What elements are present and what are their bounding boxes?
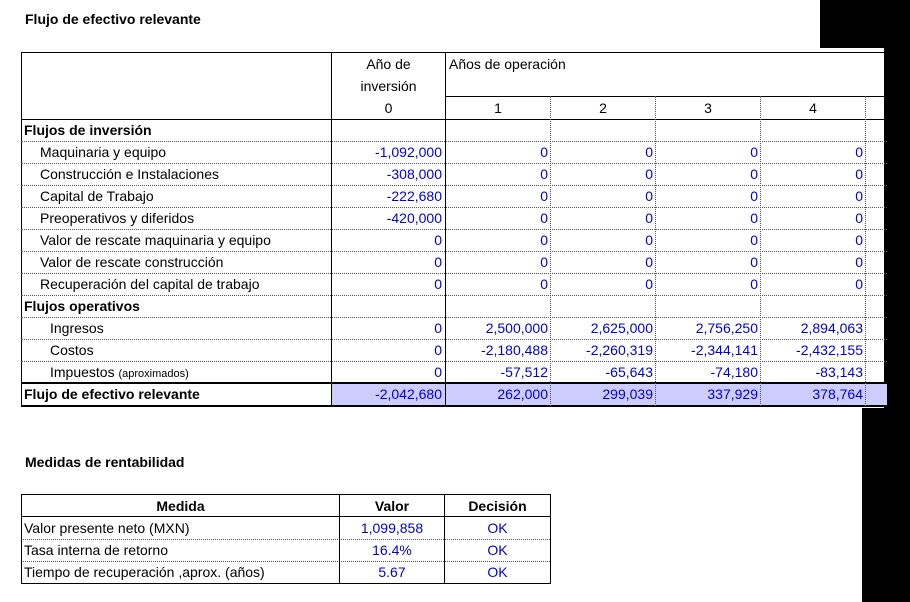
cell-value: 2,894,063 <box>800 320 863 336</box>
cell-value: 0 <box>434 254 442 270</box>
cell-value: -308,000 <box>386 166 442 182</box>
cell-value: 0 <box>750 144 758 160</box>
row-label: Costos <box>50 342 94 358</box>
header-year-2: 2 <box>599 100 607 116</box>
cell-value: 0 <box>540 276 548 292</box>
measures-header-value: Valor <box>374 498 410 514</box>
cell-value: -2,344,141 <box>691 342 758 358</box>
cell-value: 0 <box>645 188 653 204</box>
cell-value: 0 <box>750 166 758 182</box>
header-year-3: 3 <box>704 100 712 116</box>
header-investment-year-line1: Año de <box>366 56 411 72</box>
cell-value: 0 <box>645 276 653 292</box>
row-label: Construcción e Instalaciones <box>40 166 219 182</box>
cell-value: 0 <box>434 276 442 292</box>
measure-label: Tiempo de recuperación ,aprox. (años) <box>24 564 265 580</box>
page-title: Flujo de efectivo relevante <box>25 11 201 27</box>
cell-value: 0 <box>434 320 442 336</box>
cell-value: 0 <box>750 210 758 226</box>
header-year-1: 1 <box>494 100 502 116</box>
cell-value: 0 <box>855 254 863 270</box>
cell-value: 0 <box>645 144 653 160</box>
cell-value: 2,625,000 <box>590 320 653 336</box>
torn-edge-shadow-bottom <box>862 408 910 602</box>
measure-label: Tasa interna de retorno <box>24 542 168 558</box>
cell-value: 0 <box>855 166 863 182</box>
section-investment-flows: Flujos de inversión <box>24 122 152 138</box>
measures-header-measure: Medida <box>156 498 205 514</box>
row-label: Impuestos <box>50 364 115 380</box>
torn-edge-shadow-top <box>820 0 910 48</box>
cell-value: 0 <box>540 210 548 226</box>
cell-value: 0 <box>645 254 653 270</box>
header-operation-years: Años de operación <box>449 56 566 72</box>
cell-value: 0 <box>750 254 758 270</box>
row-label: Capital de Trabajo <box>40 188 154 204</box>
header-year-0: 0 <box>384 100 393 116</box>
cell-value: -420,000 <box>386 210 442 226</box>
cell-value: 0 <box>540 232 548 248</box>
cash-flow-table <box>21 52 887 407</box>
cell-value: -83,143 <box>815 364 863 380</box>
cell-value: 0 <box>750 232 758 248</box>
measure-decision: OK <box>487 542 508 558</box>
total-value: 337,929 <box>707 386 758 402</box>
cell-value: -74,180 <box>710 364 758 380</box>
measures-table <box>21 494 551 585</box>
row-label: Recuperación del capital de trabajo <box>40 276 260 292</box>
cell-value: -2,180,488 <box>481 342 548 358</box>
cell-value: 0 <box>540 188 548 204</box>
row-label: Ingresos <box>50 320 104 336</box>
header-year-4: 4 <box>809 100 817 116</box>
measures-title: Medidas de rentabilidad <box>25 454 185 470</box>
cell-value: 0 <box>750 276 758 292</box>
measure-label: Valor presente neto (MXN) <box>24 520 190 536</box>
cell-value: 2,756,250 <box>695 320 758 336</box>
row-note: (aproximados) <box>118 368 189 380</box>
cell-value: 0 <box>855 144 863 160</box>
cell-value: 0 <box>434 342 442 358</box>
cell-value: 0 <box>645 210 653 226</box>
cell-value: -1,092,000 <box>375 144 442 160</box>
measures-header-decision: Decisión <box>468 498 527 514</box>
total-value: 299,039 <box>602 386 653 402</box>
cell-value: 0 <box>855 188 863 204</box>
measure-value: 16.4% <box>372 542 412 558</box>
torn-edge-shadow-main <box>884 48 910 408</box>
cell-value: 0 <box>750 188 758 204</box>
cell-value: 0 <box>540 254 548 270</box>
cell-value: 0 <box>540 166 548 182</box>
total-value: -2,042,680 <box>375 386 442 402</box>
row-label: Valor de rescate maquinaria y equipo <box>40 232 271 248</box>
cell-value: -57,512 <box>500 364 548 380</box>
row-label-with-note <box>50 361 189 385</box>
total-value: 378,764 <box>812 386 863 402</box>
cell-value: -65,643 <box>605 364 653 380</box>
total-row-label: Flujo de efectivo relevante <box>24 386 200 402</box>
header-investment-year-line2: inversión <box>360 78 417 94</box>
cell-value: -2,260,319 <box>586 342 653 358</box>
cell-value: 0 <box>855 276 863 292</box>
cell-value: 0 <box>540 144 548 160</box>
cell-value: -2,432,155 <box>796 342 863 358</box>
row-label: Maquinaria y equipo <box>40 144 167 160</box>
cell-value: -222,680 <box>386 188 442 204</box>
total-value: 262,000 <box>497 386 548 402</box>
cell-value: 0 <box>434 364 442 380</box>
row-label: Valor de rescate construcción <box>40 254 224 270</box>
cell-value: 0 <box>645 166 653 182</box>
section-operating-flows: Flujos operativos <box>24 298 140 314</box>
cell-value: 0 <box>645 232 653 248</box>
cell-value: 0 <box>855 210 863 226</box>
measure-value: 5.67 <box>378 564 406 580</box>
cell-value: 2,500,000 <box>485 320 548 336</box>
cell-value: 0 <box>855 232 863 248</box>
cell-value: 0 <box>434 232 442 248</box>
measure-decision: OK <box>487 564 508 580</box>
measure-value: 1,099,858 <box>360 520 424 536</box>
measure-decision: OK <box>487 520 508 536</box>
row-label: Preoperativos y diferidos <box>40 210 195 226</box>
